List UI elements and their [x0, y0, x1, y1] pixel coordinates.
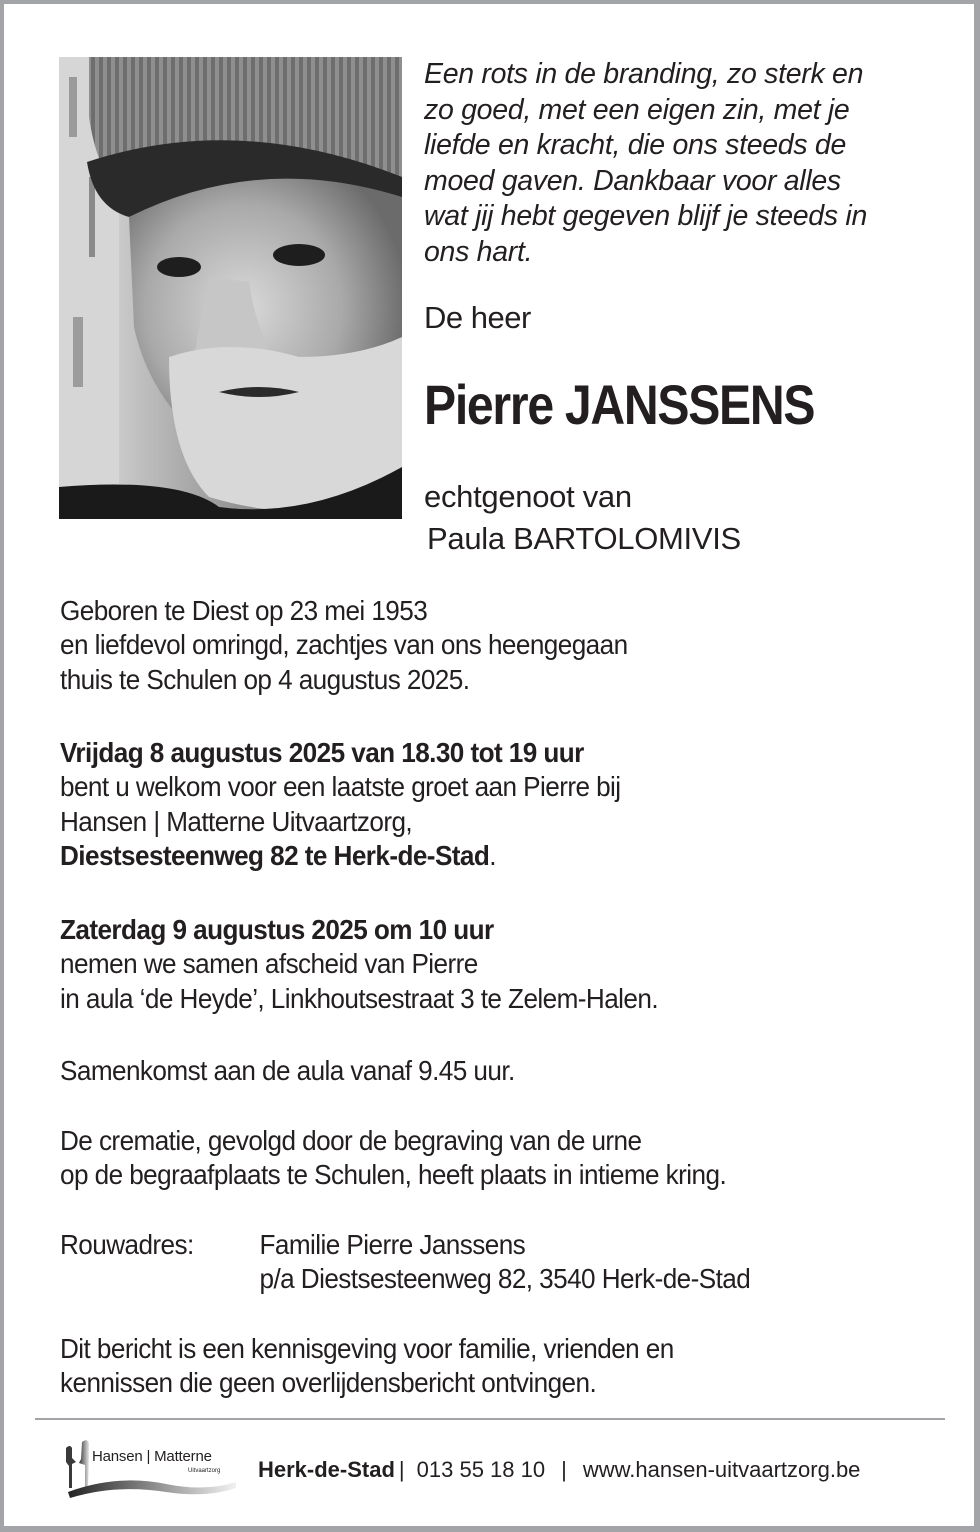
obituary-notice [4, 4, 974, 1526]
quote-line: Een rots in de branding, zo sterk en [424, 58, 864, 90]
mourning-address-label: Rouwadres: [60, 1229, 194, 1260]
logo-brand-name: Hansen | Matterne [92, 1448, 212, 1465]
visitation-text: bent u welkom voor een laatste groet aan Pierre bij [60, 771, 621, 803]
gathering-section [60, 1054, 896, 1088]
visitation-address [60, 839, 896, 873]
footer-separator: | [398, 1457, 405, 1482]
disclaimer-section [60, 1332, 896, 1401]
disclaimer-line: kennissen die geen overlijdensbericht ontvingen. [60, 1367, 597, 1399]
disclaimer-line: Dit bericht is een kennisgeving voor familie, vrienden en [60, 1333, 674, 1364]
farewell-section [60, 913, 896, 1016]
farewell-location: in aula ‘de Heyde’, Linkhoutsestraat 3 te Zelem-Halen. [60, 982, 659, 1014]
farewell-text: nemen we samen afscheid van Pierre [60, 948, 478, 980]
logo-brand-sub: Uitvaartzorg [188, 1468, 221, 1474]
footer-city: Herk-de-Stad [258, 1457, 395, 1482]
mourning-address-value [260, 1228, 751, 1297]
footer-divider [35, 1418, 945, 1420]
spouse-name: Paula BARTOLOMIVIS [427, 521, 741, 556]
footer-website-link[interactable]: www.hansen-uitvaartzorg.be [582, 1457, 861, 1482]
mourning-address-line: Familie Pierre Janssens [259, 1229, 526, 1260]
passing-line: en liefdevol omringd, zachtjes van ons heengegaan [60, 629, 628, 661]
cremation-line: De crematie, gevolgd door de begraving van de urne [60, 1125, 642, 1156]
visitation-section [60, 736, 896, 874]
title-prefix: De heer [424, 300, 531, 335]
cremation-section [60, 1124, 896, 1193]
spouse-label: echtgenoot van [424, 479, 632, 514]
visitation-heading: Vrijdag 8 augustus 2025 van 18.30 tot 19 uur [60, 737, 584, 768]
mourning-address-line: p/a Diestsesteenweg 82, 3540 Herk-de-Stad [259, 1263, 751, 1295]
footer-contact [258, 1455, 860, 1485]
gathering-text: Samenkomst aan de aula vanaf 9.45 uur. [60, 1055, 515, 1086]
memorial-quote [424, 57, 944, 271]
birth-line: Geboren te Diest op 23 mei 1953 [60, 595, 428, 626]
funeral-home-logo [56, 1436, 236, 1500]
portrait-image [59, 57, 402, 519]
footer-separator: | [561, 1457, 567, 1482]
visitation-address-bold: Diestsesteenweg 82 te Herk-de-Stad [60, 840, 490, 872]
quote-line: zo goed, met een eigen zin, met je [424, 93, 850, 126]
footer-phone[interactable]: 013 55 18 10 [416, 1457, 546, 1482]
birth-death-section [60, 594, 896, 697]
quote-line: ons hart. [424, 235, 533, 268]
passing-place-line: thuis te Schulen op 4 augustus 2025. [60, 663, 470, 695]
farewell-heading: Zaterdag 9 augustus 2025 om 10 uur [60, 914, 494, 945]
visitation-location: Hansen | Matterne Uitvaartzorg, [60, 805, 413, 837]
cremation-line: op de begraafplaats te Schulen, heeft plaats in intieme kring. [60, 1159, 727, 1191]
deceased-name: Pierre JANSSENS [424, 373, 815, 436]
quote-line: liefde en kracht, die ons steeds de [424, 129, 847, 162]
visitation-address-suffix: . [489, 840, 496, 872]
quote-line: moed gaven. Dankbaar voor alles [424, 164, 841, 197]
portrait-photo [59, 57, 402, 519]
quote-line: wat jij hebt gegeven blijf je steeds in [424, 200, 867, 233]
mourning-address [60, 1228, 896, 1297]
